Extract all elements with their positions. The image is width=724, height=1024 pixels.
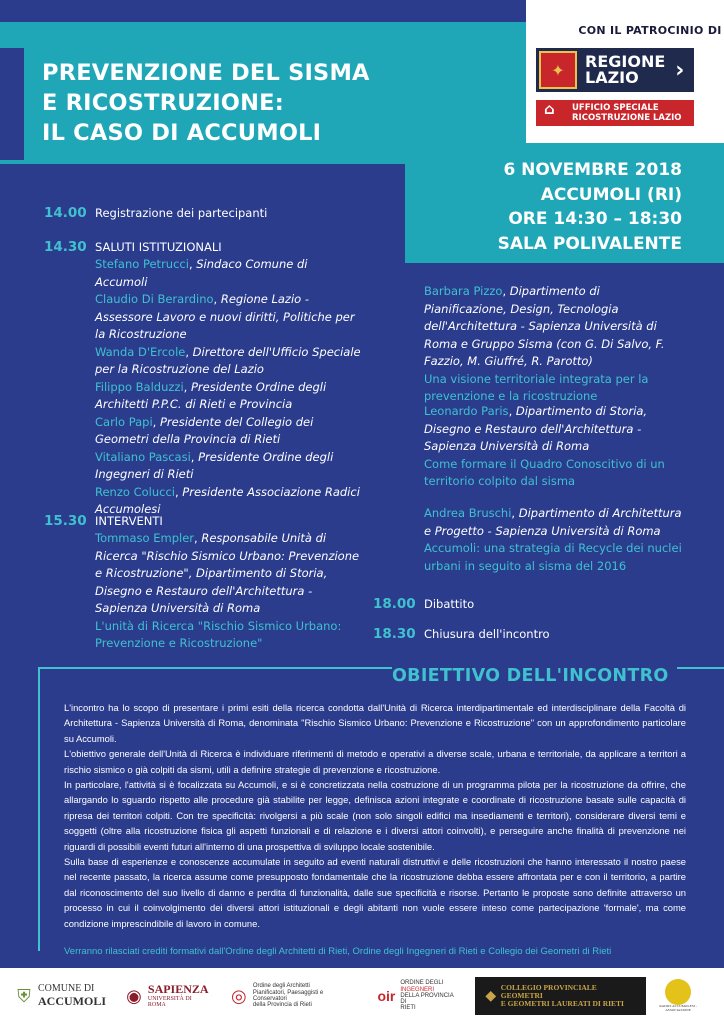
- house-icon: ⌂: [544, 100, 555, 118]
- collegio-geometri-logo: ◆ COLLEGIO PROVINCIALE GEOMETRI E GEOMETRI LAUREATI DI RIETI: [475, 977, 646, 1015]
- regione-label: REGIONE: [585, 52, 666, 71]
- time-14-00: 14.00: [44, 205, 87, 221]
- title-line-2: E RICOSTRUZIONE:: [42, 90, 284, 116]
- saluti-heading: SALUTI ISTITUZIONALI: [95, 240, 222, 254]
- sapienza-seal-icon: ◉: [126, 985, 142, 1007]
- event-place: ACCUMOLI (RI): [540, 184, 682, 205]
- dibattito-label: Dibattito: [424, 597, 475, 611]
- intervento-pizzo: Barbara Pizzo, Dipartimento di Pianificazione, Design, Tecnologia dell'Architettura - Sapienza Università di Roma e Gruppo Sisma (con G. Di Salvo, F. Fazzio, M. Giuffré, R. Parotto) Una visione territoriale integrata per la prevenzione e la ricostruzione: [424, 283, 686, 406]
- radici-circle-icon: [665, 979, 691, 1005]
- intervento-bruschi: Andrea Bruschi, Dipartimento di Architettura e Progetto - Sapienza Università di Roma Accumoli: una strategia di Recycle dei nuclei urbani in seguito al sisma del 2016: [424, 505, 686, 575]
- time-18-30: 18.30: [373, 626, 416, 642]
- ufficio-line-1: UFFICIO SPECIALE: [572, 103, 659, 113]
- saluti-list: [95, 256, 363, 519]
- ufficio-line-2: RICOSTRUZIONE LAZIO: [572, 113, 682, 123]
- regione-lazio-logo: [536, 48, 694, 92]
- saluto-item: Claudio Di Berardino, Regione Lazio - Assessore Lavoro e nuovi diritti, Politiche per la Ricostruzione: [95, 292, 355, 341]
- title-accent: [0, 48, 24, 160]
- time-18-00: 18.00: [373, 596, 416, 612]
- talk-title: Accumoli: una strategia di Recycle dei nuclei urbani in seguito al sisma del 2016: [424, 541, 682, 573]
- talk-title: L'unità di Ricerca "Rischio Sismico Urbano: Prevenzione e Ricostruzione": [95, 618, 342, 650]
- objective-paragraph: L'obiettivo generale dell'Unità di Ricerca è individuare riferimenti di metodo e operativi a diverse scale, urbana e territoriale, da applicare a territori a rischio sismico o già colpiti da sismi, utili a definire strategie di prevenzione e ricostruzione.: [64, 748, 686, 775]
- lazio-label: LAZIO: [585, 68, 639, 87]
- time-14-30: 14.30: [44, 239, 87, 255]
- saluto-item: Carlo Papi, Presidente del Collegio dei Geometri della Provincia di Rieti: [95, 414, 314, 446]
- radici-accumolesi-logo: RADICI ACCUMOLESI - ASSOCIAZIONE: [656, 979, 700, 1012]
- saluto-item: Wanda D'Ercole, Direttore dell'Ufficio Speciale per la Ricostruzione del Lazio: [95, 344, 361, 376]
- title-line-3: IL CASO DI ACCUMOLI: [42, 120, 322, 146]
- footer-logos: [0, 968, 724, 1024]
- ufficio-ricostruzione-logo: [536, 100, 694, 126]
- time-15-30: 15.30: [44, 513, 87, 529]
- comune-accumoli-logo: ⛨ COMUNE DI ACCUMOLI: [10, 981, 106, 1011]
- saluto-item: Vitaliano Pascasi, Presidente Ordine degli Ingegneri di Rieti: [95, 449, 334, 481]
- oir-mark-icon: oir: [377, 987, 396, 1004]
- event-info: [498, 158, 682, 256]
- event-title: [42, 58, 502, 148]
- title-line-1: PREVENZIONE DEL SISMA: [42, 60, 370, 86]
- event-room: SALA POLIVALENTE: [497, 233, 682, 254]
- objective-body: [64, 700, 686, 931]
- patrocinio-block: [526, 0, 724, 150]
- ordine-architetti-logo: ◎ Ordine degli Architetti Pianificatori, Paesaggisti e Conservatori della Provincia di Rieti: [225, 981, 359, 1011]
- intervento-paris: Leonardo Paris, Dipartimento di Storia, Disegno e Restauro dell'Architettura - Sapienza Università di Roma Come formare il Quadro Conoscitivo di un territorio colpito dal sisma: [424, 403, 686, 491]
- objective-title: OBIETTIVO DELL'INCONTRO: [392, 666, 677, 686]
- ordine-ingegneri-logo: oir ORDINE DEGLI INGEGNERI DELLA PROVINCIA DI RIETI: [372, 980, 460, 1011]
- event-hours: ORE 14:30 – 18:30: [508, 209, 682, 229]
- saluto-item: Renzo Colucci, Presidente Associazione Radici Accumolesi: [95, 484, 360, 516]
- registrazione-label: Registrazione dei partecipanti: [95, 206, 268, 220]
- lazio-crest-icon: ✦: [539, 51, 577, 89]
- talk-title: Come formare il Quadro Conoscitivo di un territorio colpito dal sisma: [424, 456, 665, 488]
- saluto-item: Filippo Balduzzi, Presidente Ordine degli Architetti P.P.C. di Rieti e Provincia: [95, 379, 327, 411]
- sapienza-logo: ◉ SAPIENZA UNIVERSITÀ DI ROMA: [120, 981, 211, 1011]
- intervento-empler: Tommaso Empler, Responsabile Unità di Ricerca "Rischio Sismico Urbano: Prevenzione e Ricostruzione", Dipartimento di Storia, Disegno e Restauro dell'Architettura - Sapienza Università di Roma L'unità di Ricerca "Rischio Sismico Urbano: Prevenzione e Ricostruzione": [95, 530, 363, 653]
- event-date: 6 NOVEMBRE 2018: [503, 160, 682, 180]
- chiusura-label: Chiusura dell'incontro: [424, 627, 550, 641]
- objective-paragraph: L'incontro ha lo scopo di presentare i primi esiti della ricerca condotta dall'Unità di Ricerca interdipartimentale ed interdisciplinare della Facoltà di Architettura - Sapienza Università di Roma, denominata "Rischio Sismico Urbano: Prevenzione e Ricostruzione" con un approfondimento particolare su Accumoli.: [64, 702, 686, 744]
- talk-title: Una visione territoriale integrata per la prevenzione e la ricostruzione: [424, 371, 649, 403]
- crediti-note: Verranno rilasciati crediti formativi dall'Ordine degli Architetti di Rieti, Ordine degli Ingegneri di Rieti e Collegio dei Geometri di Rieti: [64, 946, 612, 957]
- accumoli-crest-icon: ⛨: [17, 985, 31, 1007]
- patrocinio-label: CON IL PATROCINIO DI: [578, 24, 722, 37]
- architetti-circle-icon: ◎: [231, 985, 247, 1007]
- lazio-chevron-icon: ›: [675, 57, 685, 83]
- objective-paragraph: Sulla base di esperienze e conoscenze accumulate in seguito ad eventi naturali distruttivi e delle ricostruzioni che hanno interessato il nostro paese nel recente passato, la ricerca assume come presupposto fondamentale che la ricostruzione debba essere affrontata per e con il territorio, a partire dal riconoscimento del suo livello di danno e perdita di funzionalità, dalle sue specificità e risorse. Pertanto le proposte sono definite attraverso un processo in cui il coinvolgimento dei diversi attori istituzionali e degli abitanti non vuole essere inteso come partecipazione 'formale', ma come condizione imprescindibile di lavoro in comune.: [64, 856, 686, 929]
- saluto-item: Stefano Petrucci, Sindaco Comune di Accumoli: [95, 257, 308, 289]
- geometri-emblem-icon: ◆: [485, 988, 497, 1004]
- objective-paragraph: In particolare, l'attività si è focalizzata su Accumoli, e si è concretizzata nella costruzione di un programma pilota per la ricostruzione da offrire, che allargando lo sguardo rispetto alle procedure già stabilite per legge, definisca azioni integrate e coordinate di ricostruzione basate sulle capacità di ripresa dei territori colpiti. Con tre specificità: rivolgersi a più scale (non solo singoli edifici ma insediamenti e territori), considerare diversi temi e soggetti (oltre alla ricostruzione fisica gli aspetti funzionali e di relazione e i diversi attori coinvolti), e perseguire anche finalità di prevenzione nei riguardi di possibili eventi futuri all'interno di una prospettiva di sviluppo locale sostenibile.: [64, 779, 686, 852]
- interventi-heading: INTERVENTI: [95, 514, 163, 528]
